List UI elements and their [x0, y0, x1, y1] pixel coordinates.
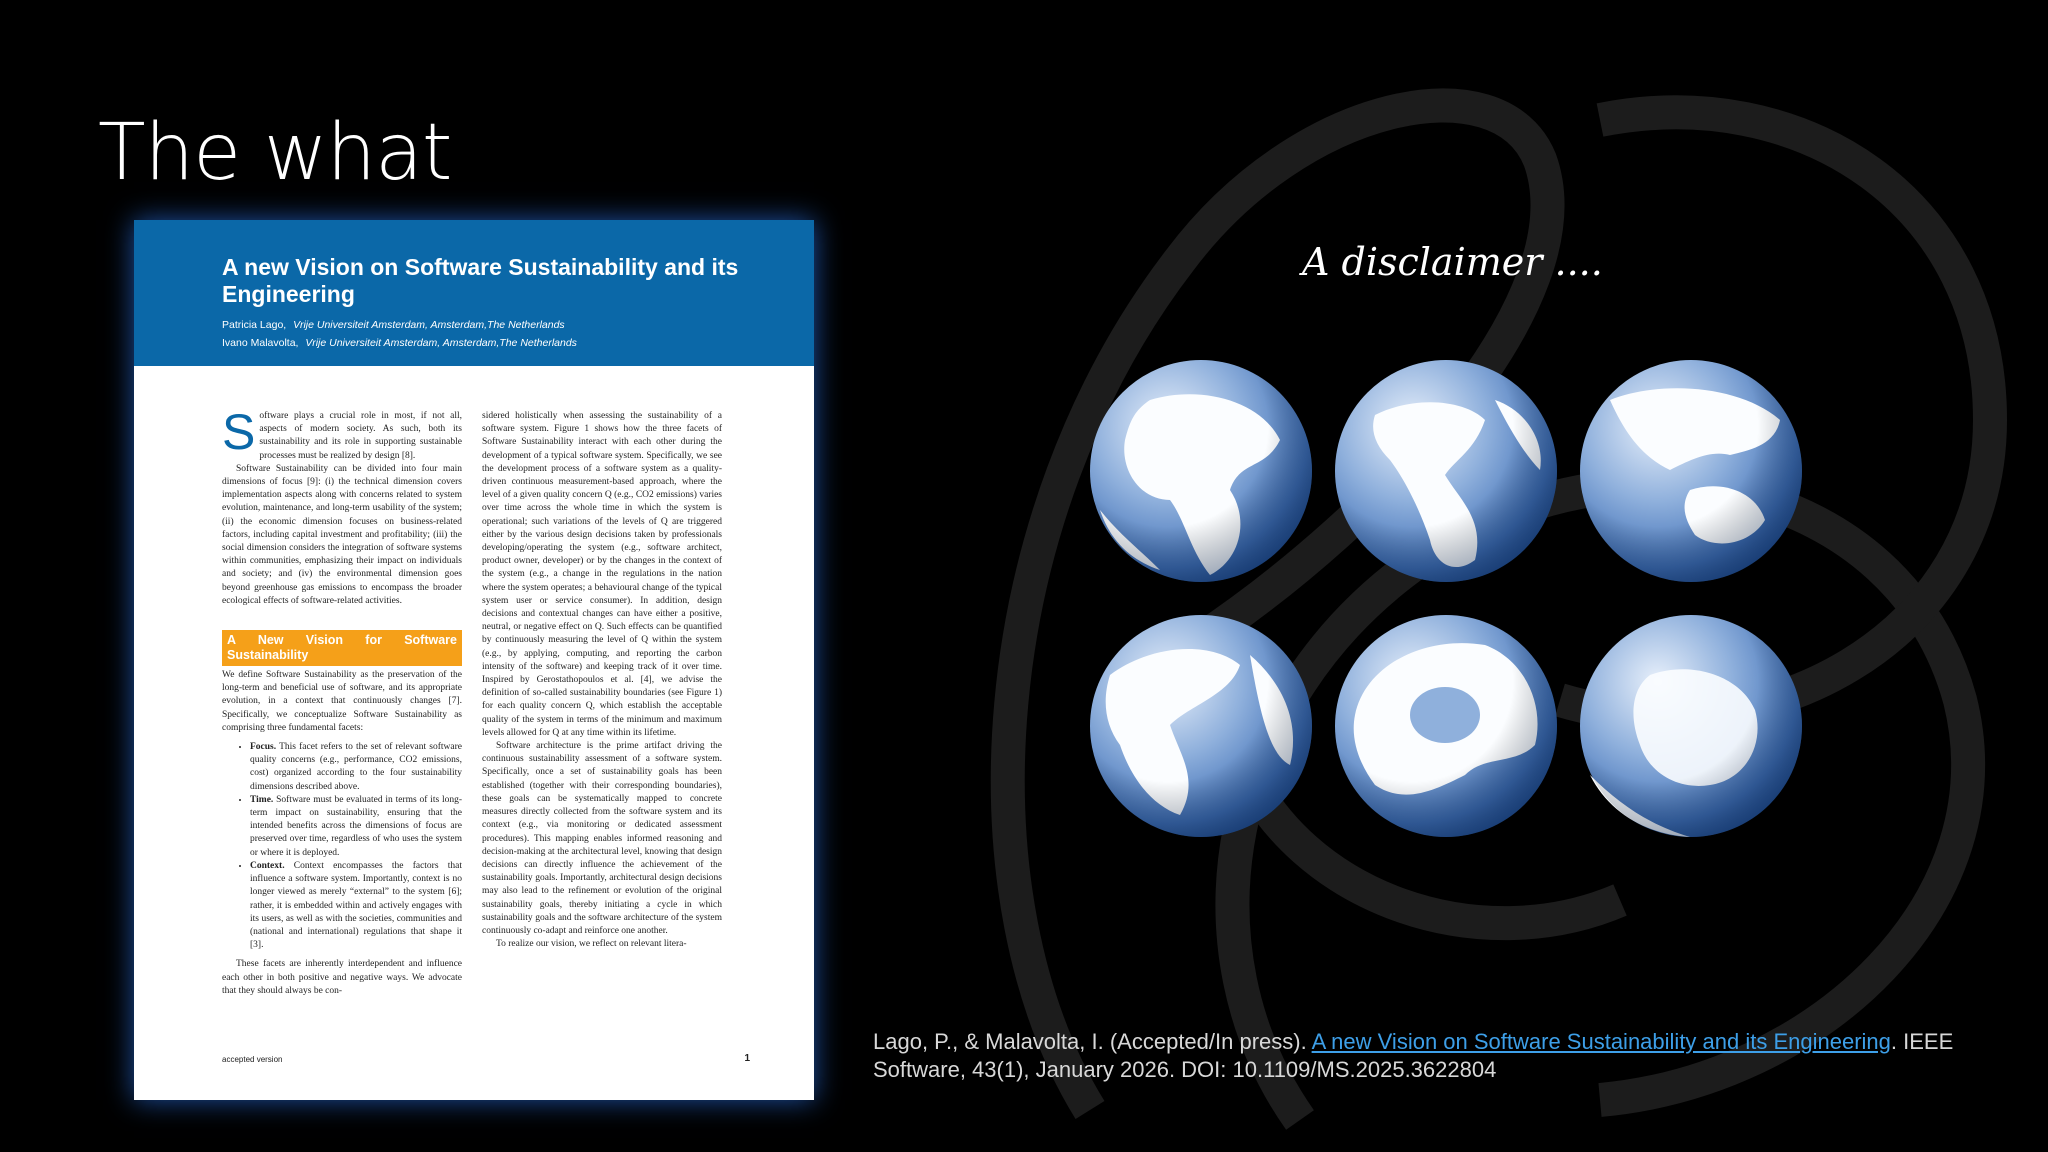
author-line — [222, 337, 814, 349]
facet-text: Context encompasses the factors that influence a software system. Importantly, context is no longer viewed as merely “external” to the system [6]; rather, it is embedded within and actively engages with its users, as well as with the societies, communities and (national and international) regulations that shape it [3]. — [250, 860, 462, 951]
definition-paragraph: We define Software Sustainability as the preservation of the long-term and beneficial use of software, and its appropriate evolution, in a context that continuously changes [7]. Specifically, we conceptualize Software Sustainability as comprising three fundamental facets: — [222, 670, 462, 733]
facet-item — [250, 860, 462, 952]
author-name: Ivano Malavolta, — [222, 337, 299, 349]
citation-suffix: . IEEE Software, 43(1), January 2026. DOI: 10.1109/MS.2025.3622804 — [873, 1029, 1954, 1082]
facet-head: Context. — [250, 860, 285, 871]
dropcap: S — [222, 404, 256, 460]
author-affiliation: Vrije Universiteit Amsterdam, Amsterdam,The Netherlands — [293, 319, 565, 331]
facet-text: Software must be evaluated in terms of its long-term impact on sustainability, ensuring that the intended benefits across the dimensions of focus are preserved over time, regardless of who uses the system or where it is deployed. — [250, 794, 462, 858]
architecture-paragraph: Software architecture is the prime artifact driving the continuous sustainability assessment of a software system. Specifically, once a set of sustainability goals has been established (together with their corresponding boundaries), these goals can be systematically mapped to concrete measures directly collected from the software system and its context (e.g., via monitoring or dedicated assessment procedures). This mapping enables informed reasoning and decision-making at the architectural level, knowing that design decisions can directly influence the achievement of the sustainability goals. Importantly, architectural design decisions may also lead to the refinement or evolution of the original sustainability goals, thereby initiating a cycle in which sustainability goals and the software architecture of the system continuously co-adapt and reinforce one another. — [482, 741, 722, 936]
paper-column-right — [482, 410, 722, 951]
page-number: 1 — [744, 1053, 750, 1064]
author-affiliation: Vrije Universiteit Amsterdam, Amsterdam,The Netherlands — [305, 337, 577, 349]
intro-text: oftware plays a crucial role in most, if not all, aspects of modern society. As such, both its sustainability and its role in supporting sustainable processes must be realized by design [8]. — [259, 411, 462, 461]
dimensions-paragraph: Software Sustainability can be divided into four main dimensions of focus [9]: (i) the technical dimension covers implementation aspects along with concerns related to system evolution, maintenance, and long-term usability of the system; (ii) the economic dimension focuses on business-related factors, including capital investment and profitability; (iii) the social dimension considers the integration of software systems within communities, emphasizing their impact on individuals and society; and (iv) the environmental dimension goes beyond greenhouse gas emissions to encompass the broader ecological effects of software-related activities. — [222, 463, 462, 606]
paper-footer-label: accepted version — [222, 1055, 283, 1064]
paper-title: A new Vision on Software Sustainability and its Engineering — [222, 254, 739, 307]
facet-item — [250, 741, 462, 794]
paper-header — [134, 220, 814, 366]
globe-americas — [1335, 360, 1557, 582]
facet-head: Focus. — [250, 742, 277, 753]
globe-antarctica — [1580, 615, 1802, 837]
paper-preview — [134, 220, 814, 1100]
author-name: Patricia Lago, — [222, 319, 287, 331]
globe-grid — [1090, 360, 1830, 850]
facet-head: Time. — [250, 794, 274, 805]
paper-link[interactable]: A new Vision on Software Sustainability and its Engineering — [1311, 1029, 1891, 1054]
facet-item — [250, 794, 462, 860]
author-line — [222, 319, 814, 331]
globe-europe-africa — [1090, 360, 1312, 582]
citation — [873, 1028, 1993, 1084]
facets-paragraph: These facets are inherently interdependent and influence each other in both positive and negative ways. We advocate that they should always be con- — [222, 959, 462, 996]
facet-text: This facet refers to the set of relevant software quality concerns (e.g., performance, CO2 emissions, cost) organized according to the four sustainability dimensions described above. — [250, 742, 462, 792]
globe-asia-australia — [1580, 360, 1802, 582]
paper-column-left — [222, 404, 462, 998]
disclaimer-text: A disclaimer .... — [1302, 240, 1603, 284]
slide-title: The what — [98, 108, 452, 198]
citation-prefix: Lago, P., & Malavolta, I. (Accepted/In press). — [873, 1029, 1312, 1054]
vision-paragraph: To realize our vision, we reflect on relevant litera- — [496, 939, 687, 950]
intro-paragraph — [222, 404, 462, 463]
facet-list — [222, 741, 462, 952]
paper-body — [222, 404, 727, 1050]
section-heading: A New Vision for Software Sustainability — [222, 630, 462, 666]
globe-north-atlantic — [1090, 615, 1312, 837]
globe-arctic — [1335, 615, 1557, 837]
holistic-paragraph: sidered holistically when assessing the sustainability of a software system. Figure 1 shows how the three facets of Software Sustainability interact with each other during the development of a typical software system. Specifically, we see the development process of a software system as a quality-driven continuous measurement-based approach, where the level of a given quality concern Q (e.g., CO2 emissions) varies over time across the whole time in which the system is operational; such variations of the levels of Q are triggered either by the various design decisions taken by professionals developing/operating the system (e.g., software architect, product owner, developer) or by the changes in the context of the system (e.g., a change in the regulations in the nation where the system operates; a behavioural change of the typical system user or service consumer). In addition, design decisions and contextual changes can have either a positive, neutral, or negative effect on Q. Such effects can be quantified by continuously measuring the level of Q within the system (e.g., by applying, computing, and reporting the carbon intensity of the software) and keeping track of it over time. Inspired by Gerostathopoulos et al. [4], we advise the definition of so-called sustainability boundaries (see Figure 1) for each quality concern Q, which establish the acceptable quality of the system in terms of the minimum and maximum levels allowed for Q at any time within its lifetime. — [482, 411, 722, 738]
